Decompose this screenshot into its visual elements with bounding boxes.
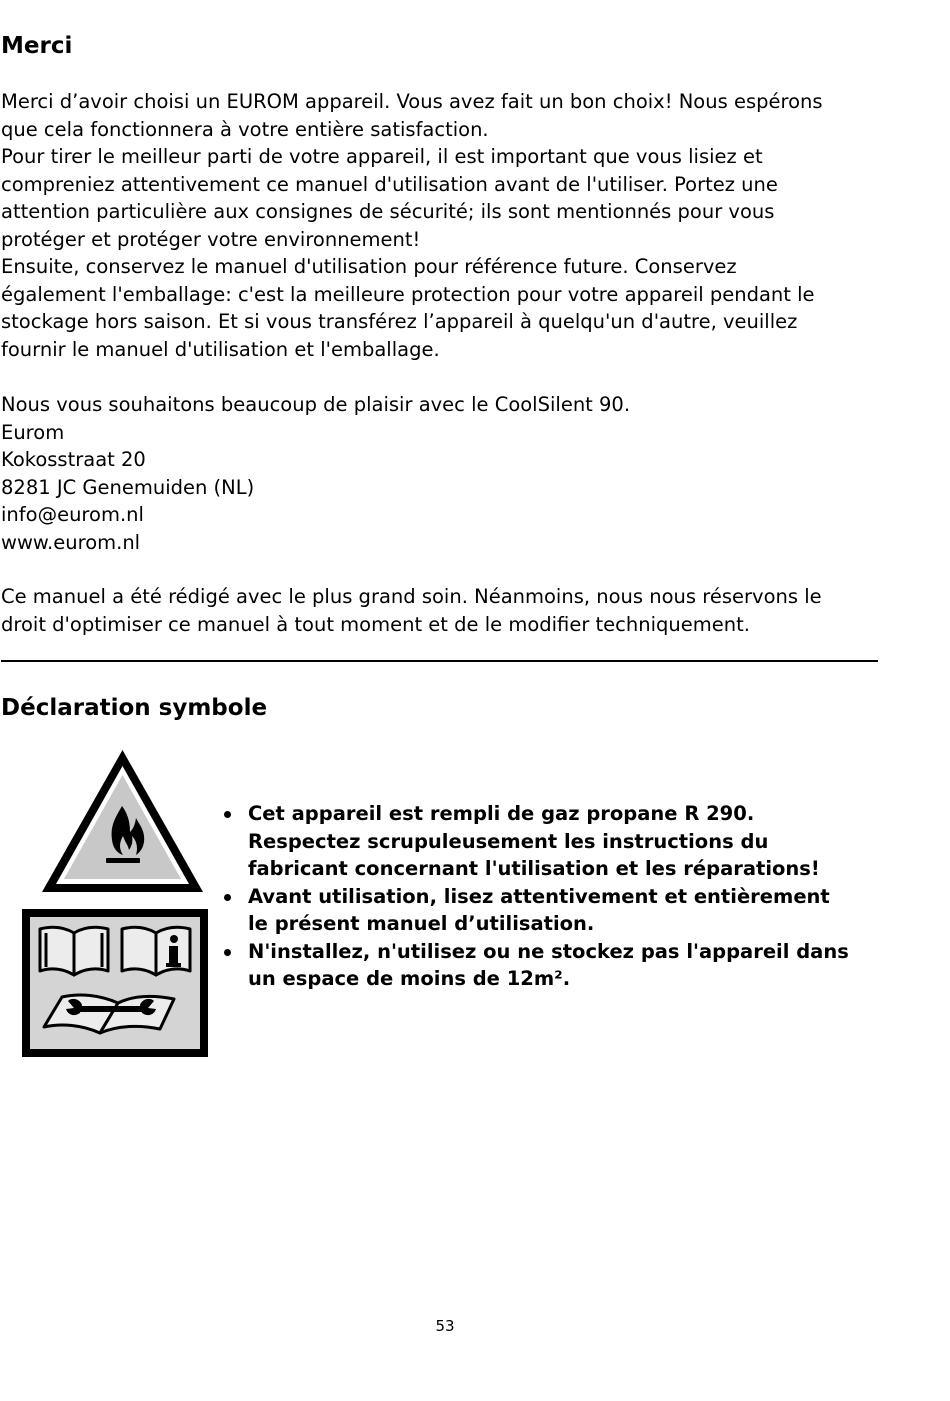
bullet-item (220, 800, 920, 883)
notice-line: droit d'optimiser ce manuel à tout moment et de le modifier techniquement. (1, 612, 750, 636)
intro-line: fournir le manuel d'utilisation et l'emballage. (1, 337, 440, 361)
symbols-heading: Déclaration symbole (1, 695, 268, 721)
bullet-item (220, 938, 920, 993)
wish-text: Nous vous souhaitons beaucoup de plaisir avec le CoolSilent 90. (1, 393, 631, 416)
intro-line: compreniez attentivement ce manuel d'utilisation avant de l'utiliser. Portez une (1, 172, 778, 196)
bullet-line: le présent manuel d’utilisation. (248, 912, 595, 935)
intro-line: que cela fonctionnera à votre entière satisfaction. (1, 117, 489, 141)
notice-paragraph (1, 583, 931, 638)
bullet-item (220, 883, 920, 938)
notice-line: Ce manuel a été rédigé avec le plus grand soin. Néanmoins, nous nous réservons le (1, 585, 822, 608)
page-number: 53 (435, 1317, 455, 1335)
bullet-dot-icon (224, 949, 231, 956)
safety-bullet-list (220, 800, 920, 993)
thanks-heading: Merci (1, 33, 73, 59)
contact-block (1, 391, 931, 556)
bullet-line: fabricant concernant l'utilisation et les réparations! (248, 857, 820, 880)
bullet-line: N'installez, n'utilisez ou ne stockez pas l'appareil dans (248, 939, 849, 963)
intro-line: Pour tirer le meilleur parti de votre appareil, il est important que vous lisiez et (1, 145, 763, 168)
bullet-line: Avant utilisation, lisez attentivement et entièrement (248, 884, 830, 908)
street-address: Kokosstraat 20 (1, 448, 146, 471)
bullet-line: Respectez scrupuleusement les instructions du (248, 829, 769, 853)
bullet-dot-icon (224, 894, 231, 901)
bullet-line: Cet appareil est rempli de gaz propane R 290. (248, 802, 755, 825)
section-divider (1, 660, 878, 662)
read-manual-service-icon (22, 909, 208, 1057)
intro-line: attention particulière aux consignes de sécurité; ils sont mentionnés pour vous (1, 200, 775, 223)
intro-paragraph (1, 88, 931, 363)
intro-line: également l'emballage: c'est la meilleure protection pour votre appareil pendant le (1, 282, 815, 306)
bullet-line: un espace de moins de 12m². (248, 967, 571, 990)
intro-line: Ensuite, conservez le manuel d'utilisation pour référence future. Conservez (1, 255, 737, 278)
city-address: 8281 JC Genemuiden (NL) (1, 475, 255, 499)
intro-line: Merci d’avoir choisi un EUROM appareil. Vous avez fait un bon choix! Nous espérons (1, 90, 823, 113)
bullet-dot-icon (224, 811, 231, 818)
intro-line: stockage hors saison. Et si vous transférez l’appareil à quelqu'un d'autre, veuillez (1, 310, 798, 333)
website-link[interactable]: www.eurom.nl (1, 530, 141, 554)
flammable-warning-icon (40, 748, 205, 894)
email-link[interactable]: info@eurom.nl (1, 503, 144, 526)
company-name: Eurom (1, 420, 65, 444)
intro-line: protéger et protéger votre environnement! (1, 227, 421, 251)
